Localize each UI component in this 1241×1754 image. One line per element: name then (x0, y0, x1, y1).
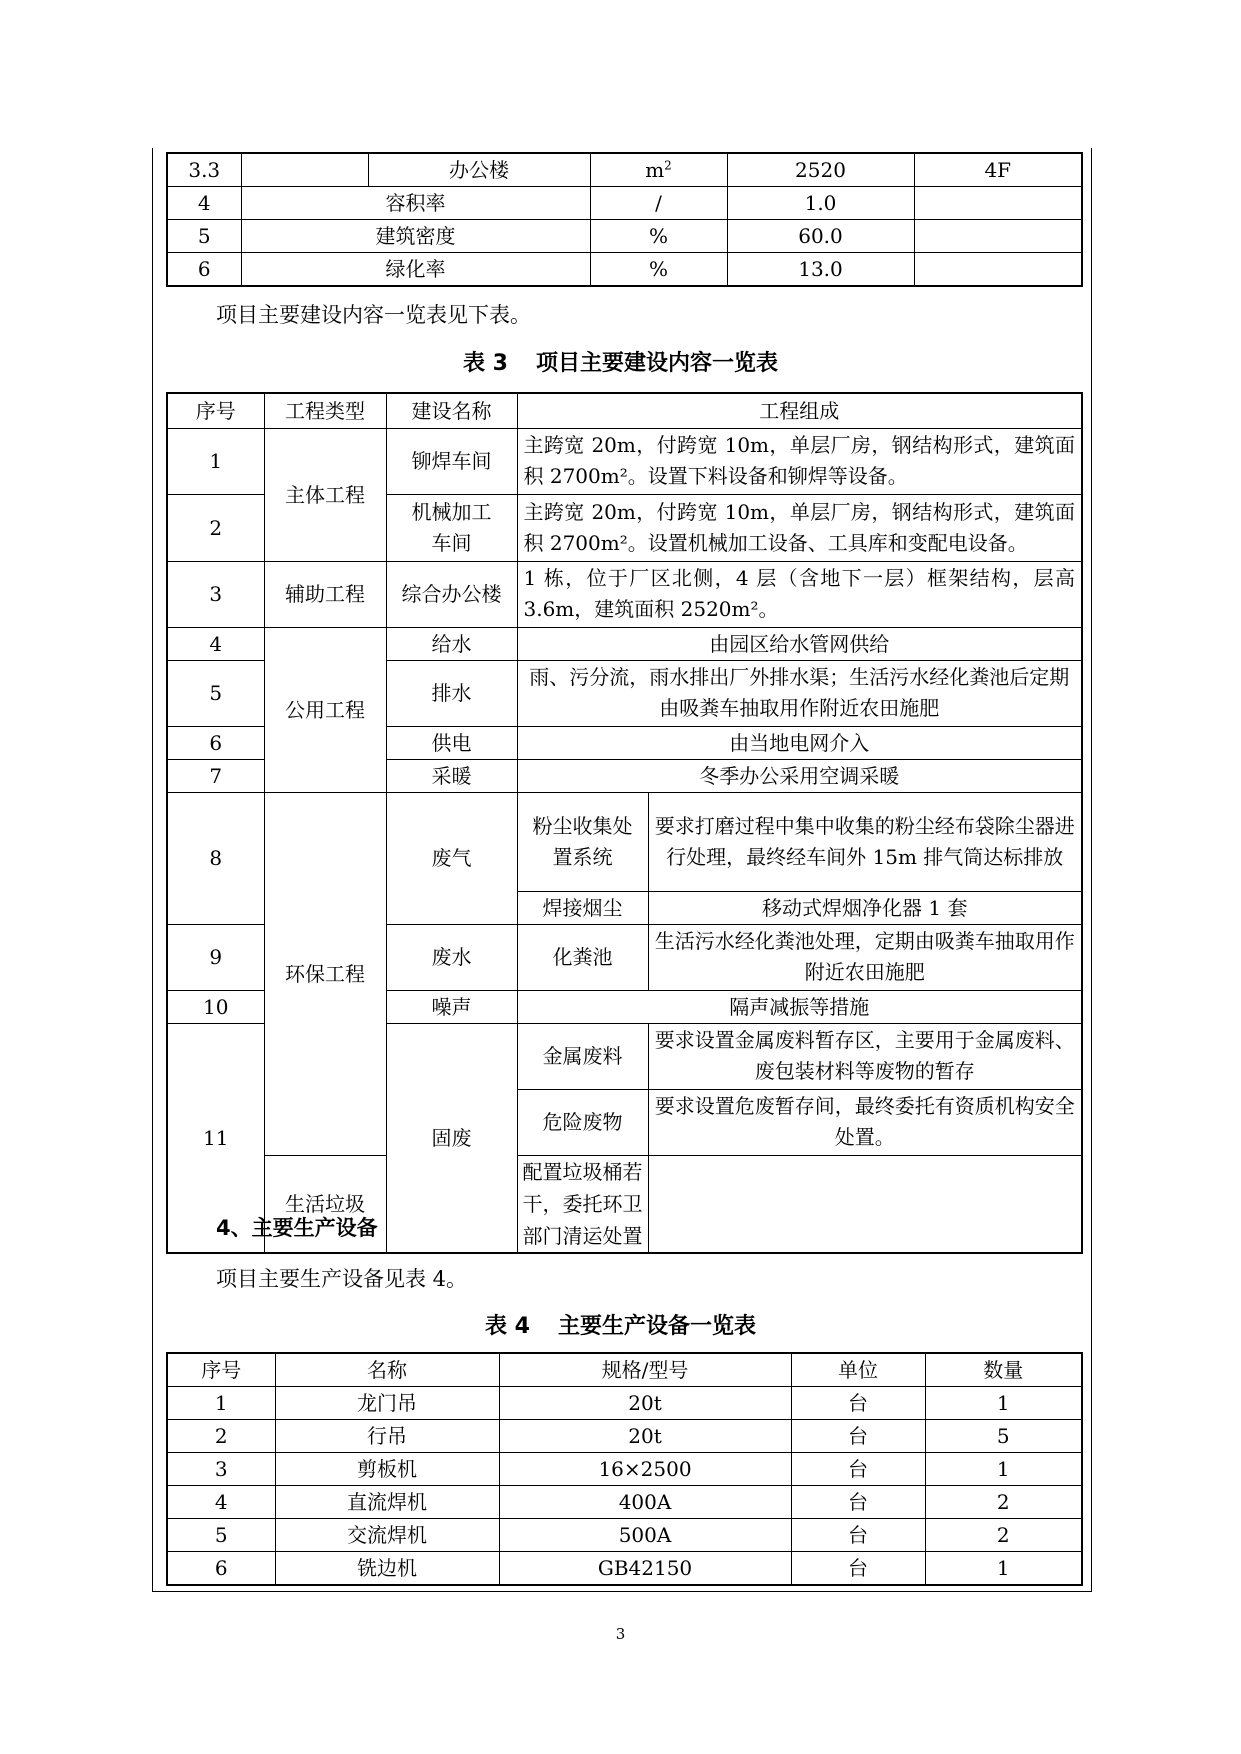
row-no: 4 (167, 627, 264, 660)
row-name: 供电 (386, 726, 517, 759)
table-row (167, 1420, 1082, 1453)
sub-item: 生活垃圾 (264, 1155, 386, 1253)
cell: 400A (499, 1486, 791, 1519)
header-cell: 数量 (925, 1353, 1082, 1387)
cell: 1 (925, 1387, 1082, 1420)
row-desc: 由当地电网介入 (517, 726, 1082, 759)
row-no: 6 (167, 726, 264, 759)
row-name: 机械加工车间 (386, 494, 517, 561)
row-value: 60.0 (727, 220, 914, 253)
cell: 直流焊机 (275, 1486, 499, 1519)
table-row (167, 792, 1082, 891)
cell: 台 (791, 1387, 925, 1420)
table-header-row (167, 1353, 1082, 1387)
cell: 2 (925, 1486, 1082, 1519)
row-value: 13.0 (727, 253, 914, 287)
row-desc: 1 栋，位于厂区北侧，4 层（含地下一层）框架结构，层高 3.6m，建筑面积 2520m²。 (517, 561, 1082, 627)
row-desc: 隔声减振等措施 (517, 990, 1082, 1023)
row-unit: / (590, 187, 727, 220)
table-row (167, 187, 1082, 220)
sub-item: 焊接烟尘 (517, 891, 648, 924)
row-note: 4F (914, 153, 1082, 187)
cell: 2 (925, 1519, 1082, 1552)
cell: 1 (167, 1387, 275, 1420)
cell: 台 (791, 1486, 925, 1519)
row-name: 固废 (386, 1023, 517, 1253)
cell: 20t (499, 1387, 791, 1420)
row-value: 1.0 (727, 187, 914, 220)
row-name: 废气 (386, 792, 517, 924)
row-item: 建筑密度 (241, 220, 590, 253)
table-row (167, 1453, 1082, 1486)
table-row (167, 1486, 1082, 1519)
row-no: 10 (167, 990, 264, 1023)
header-cell: 工程类型 (264, 393, 386, 428)
cell: 5 (925, 1420, 1082, 1453)
sub-item: 化粪池 (517, 924, 648, 990)
row-no: 2 (167, 494, 264, 561)
construction-content-table (166, 392, 1083, 1254)
table-row (167, 1552, 1082, 1586)
header-cell: 名称 (275, 1353, 499, 1387)
row-name: 噪声 (386, 990, 517, 1023)
cell: 5 (167, 1519, 275, 1552)
cell: 台 (791, 1519, 925, 1552)
row-name: 采暖 (386, 759, 517, 792)
row-note (914, 187, 1082, 220)
row-desc: 雨、污分流，雨水排出厂外排水渠；生活污水经化粪池后定期由吸粪车抽取用作附近农田施肥 (517, 660, 1082, 726)
type-cell: 辅助工程 (264, 561, 386, 627)
equipment-paragraph: 项目主要生产设备见表 4。 (216, 1267, 468, 1291)
row-name: 废水 (386, 924, 517, 990)
row-name: 给水 (386, 627, 517, 660)
caption-label: 表 3 (463, 351, 508, 376)
row-no: 5 (167, 660, 264, 726)
sub-desc: 配置垃圾桶若干，委托环卫部门清运处置 (517, 1155, 648, 1253)
cell: 3 (167, 1453, 275, 1486)
cell: 1 (925, 1552, 1082, 1586)
header-cell: 单位 (791, 1353, 925, 1387)
indicator-table (166, 152, 1083, 287)
row-no: 7 (167, 759, 264, 792)
table-row (167, 1387, 1082, 1420)
sub-item: 金属废料 (517, 1023, 648, 1089)
sub-item: 粉尘收集处置系统 (517, 792, 648, 891)
sub-desc: 移动式焊烟净化器 1 套 (648, 891, 1082, 924)
row-desc: 主跨宽 20m，付跨宽 10m，单层厂房，钢结构形式，建筑面积 2700m²。设置下料设备和铆焊等设备。 (517, 428, 1082, 494)
cell: 500A (499, 1519, 791, 1552)
row-no: 1 (167, 428, 264, 494)
row-no: 8 (167, 792, 264, 924)
type-cell: 主体工程 (264, 428, 386, 561)
row-no: 4 (167, 187, 241, 220)
equipment-table (166, 1352, 1083, 1586)
type-cell: 环保工程 (264, 792, 386, 1155)
caption-title: 主要生产设备一览表 (557, 1314, 756, 1339)
row-no: 5 (167, 220, 241, 253)
cell: 铣边机 (275, 1552, 499, 1586)
table3-caption (0, 349, 1241, 379)
row-no: 9 (167, 924, 264, 990)
table-row (167, 1519, 1082, 1552)
row-name: 综合办公楼 (386, 561, 517, 627)
empty-cell (241, 153, 368, 187)
sub-desc: 生活污水经化粪池处理，定期由吸粪车抽取用作附近农田施肥 (648, 924, 1082, 990)
header-cell: 建设名称 (386, 393, 517, 428)
sub-desc: 要求打磨过程中集中收集的粉尘经布袋除尘器进行处理，最终经车间外 15m 排气筒达标排放 (648, 792, 1082, 891)
table-row (167, 253, 1082, 287)
caption-label: 表 4 (485, 1314, 530, 1339)
cell: 台 (791, 1552, 925, 1586)
cell: 2 (167, 1420, 275, 1453)
table4-caption (0, 1312, 1241, 1342)
cell: 龙门吊 (275, 1387, 499, 1420)
row-note (914, 220, 1082, 253)
row-note (914, 253, 1082, 287)
row-name: 铆焊车间 (386, 428, 517, 494)
type-cell: 公用工程 (264, 627, 386, 792)
row-name: 排水 (386, 660, 517, 726)
sub-desc: 要求设置金属废料暂存区，主要用于金属废料、废包装材料等废物的暂存 (648, 1023, 1082, 1089)
cell: 剪板机 (275, 1453, 499, 1486)
table-row (167, 153, 1082, 187)
table-header-row (167, 393, 1082, 428)
cell: 行吊 (275, 1420, 499, 1453)
table-row (167, 561, 1082, 627)
cell: 16×2500 (499, 1453, 791, 1486)
cell: 台 (791, 1420, 925, 1453)
cell: 20t (499, 1420, 791, 1453)
section-heading: 4、主要生产设备 (216, 1216, 378, 1240)
row-value: 2520 (727, 153, 914, 187)
row-desc: 冬季办公采用空调采暖 (517, 759, 1082, 792)
cell: 1 (925, 1453, 1082, 1486)
row-unit: % (590, 220, 727, 253)
table-row (167, 428, 1082, 494)
sub-item: 危险废物 (517, 1089, 648, 1155)
cell: 台 (791, 1453, 925, 1486)
row-desc: 由园区给水管网供给 (517, 627, 1082, 660)
row-item: 办公楼 (368, 153, 590, 187)
cell: 交流焊机 (275, 1519, 499, 1552)
page-number: 3 (615, 1625, 626, 1643)
cell: 6 (167, 1552, 275, 1586)
row-unit: % (590, 253, 727, 287)
intro-paragraph: 项目主要建设内容一览表见下表。 (216, 303, 531, 327)
header-cell: 序号 (167, 393, 264, 428)
row-no: 3 (167, 561, 264, 627)
sub-desc: 要求设置危废暂存间，最终委托有资质机构安全处置。 (648, 1089, 1082, 1155)
caption-title: 项目主要建设内容一览表 (535, 351, 778, 376)
header-cell: 序号 (167, 1353, 275, 1387)
row-no: 3.3 (167, 153, 241, 187)
header-cell: 规格/型号 (499, 1353, 791, 1387)
row-item: 绿化率 (241, 253, 590, 287)
table-row (167, 627, 1082, 660)
row-unit: $m^2$ (590, 153, 727, 187)
row-no: 11 (167, 1023, 264, 1253)
table-row (167, 220, 1082, 253)
header-cell: 工程组成 (517, 393, 1082, 428)
row-no: 6 (167, 253, 241, 287)
row-item: 容积率 (241, 187, 590, 220)
cell: GB42150 (499, 1552, 791, 1586)
row-desc: 主跨宽 20m，付跨宽 10m，单层厂房，钢结构形式，建筑面积 2700m²。设置机械加工设备、工具库和变配电设备。 (517, 494, 1082, 561)
cell: 4 (167, 1486, 275, 1519)
